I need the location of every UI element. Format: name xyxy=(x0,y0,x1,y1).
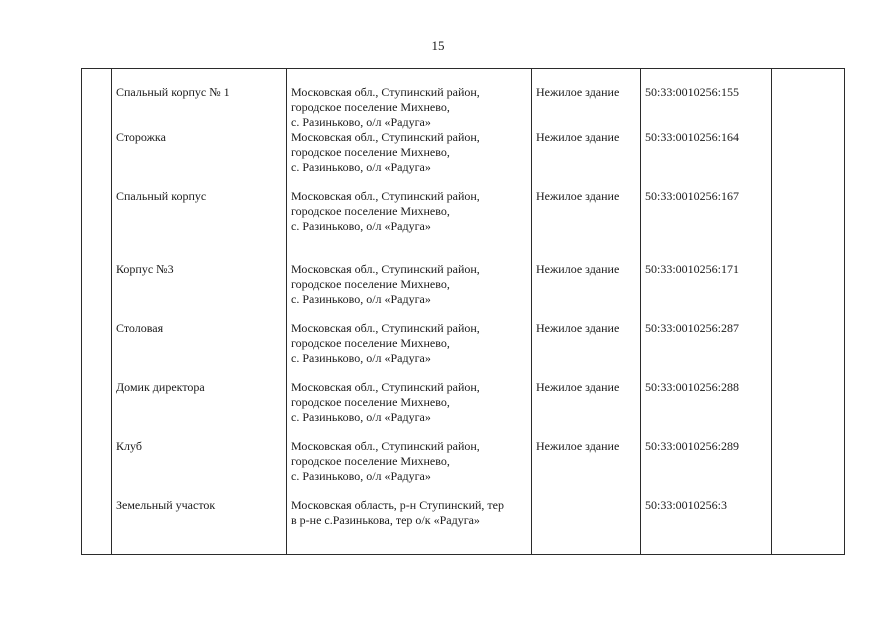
row-number-cell xyxy=(82,189,112,262)
object-name-cell: Земельный участок xyxy=(112,498,287,555)
object-name-cell: Клуб xyxy=(112,439,287,498)
object-type-cell: Нежилое здание xyxy=(532,69,641,131)
notes-cell xyxy=(772,262,845,321)
object-type-cell: Нежилое здание xyxy=(532,380,641,439)
row-number-cell xyxy=(82,262,112,321)
address-line: с. Разиньково, о/л «Радуга» xyxy=(291,292,431,306)
address-line: Московская обл., Ступинский район, xyxy=(291,439,480,453)
object-type-cell: Нежилое здание xyxy=(532,262,641,321)
row-number-cell xyxy=(82,69,112,131)
address-line: городское поселение Михнево, xyxy=(291,277,450,291)
cadastral-number-cell: 50:33:0010256:167 xyxy=(641,189,772,262)
address-line: городское поселение Михнево, xyxy=(291,145,450,159)
address-line: городское поселение Михнево, xyxy=(291,454,450,468)
address-cell xyxy=(287,498,532,555)
address-line: Московская область, р-н Ступинский, тер xyxy=(291,498,504,512)
table-row xyxy=(82,498,845,555)
table-row xyxy=(82,189,845,262)
object-name-cell: Столовая xyxy=(112,321,287,380)
notes-cell xyxy=(772,130,845,189)
table-row xyxy=(82,130,845,189)
table-row xyxy=(82,321,845,380)
address-line: Московская обл., Ступинский район, xyxy=(291,262,480,276)
address-line: Московская обл., Ступинский район, xyxy=(291,130,480,144)
cadastral-number-cell: 50:33:0010256:287 xyxy=(641,321,772,380)
cadastral-number-cell: 50:33:0010256:155 xyxy=(641,69,772,131)
object-type-cell: Нежилое здание xyxy=(532,439,641,498)
address-line: с. Разиньково, о/л «Радуга» xyxy=(291,351,431,365)
table-row xyxy=(82,262,845,321)
address-cell xyxy=(287,321,532,380)
address-line: Московская обл., Ступинский район, xyxy=(291,85,480,99)
address-line: городское поселение Михнево, xyxy=(291,336,450,350)
table-row xyxy=(82,69,845,131)
row-number-cell xyxy=(82,321,112,380)
object-name-cell: Корпус №3 xyxy=(112,262,287,321)
row-number-cell xyxy=(82,130,112,189)
notes-cell xyxy=(772,321,845,380)
table-row xyxy=(82,380,845,439)
address-cell xyxy=(287,69,532,131)
cadastral-number-cell: 50:33:0010256:289 xyxy=(641,439,772,498)
address-line: городское поселение Михнево, xyxy=(291,100,450,114)
object-type-cell xyxy=(532,498,641,555)
address-cell xyxy=(287,262,532,321)
address-line: городское поселение Михнево, xyxy=(291,395,450,409)
address-line: Московская обл., Ступинский район, xyxy=(291,321,480,335)
object-name-cell: Спальный корпус xyxy=(112,189,287,262)
cadastral-number-cell: 50:33:0010256:171 xyxy=(641,262,772,321)
address-cell xyxy=(287,130,532,189)
address-cell xyxy=(287,380,532,439)
address-line: с. Разиньково, о/л «Радуга» xyxy=(291,219,431,233)
address-line: с. Разиньково, о/л «Радуга» xyxy=(291,115,431,129)
address-line: с. Разиньково, о/л «Радуга» xyxy=(291,410,431,424)
cadastral-number-cell: 50:33:0010256:288 xyxy=(641,380,772,439)
address-line: с. Разиньково, о/л «Радуга» xyxy=(291,469,431,483)
row-number-cell xyxy=(82,380,112,439)
object-type-cell: Нежилое здание xyxy=(532,321,641,380)
notes-cell xyxy=(772,439,845,498)
object-type-cell: Нежилое здание xyxy=(532,189,641,262)
notes-cell xyxy=(772,69,845,131)
address-cell xyxy=(287,439,532,498)
address-line: с. Разиньково, о/л «Радуга» xyxy=(291,160,431,174)
notes-cell xyxy=(772,189,845,262)
notes-cell xyxy=(772,380,845,439)
address-line: Московская обл., Ступинский район, xyxy=(291,189,480,203)
page-number: 15 xyxy=(431,38,445,53)
row-number-cell xyxy=(82,439,112,498)
address-line: в р-не с.Разинькова, тер о/к «Радуга» xyxy=(291,513,480,527)
object-name-cell: Спальный корпус № 1 xyxy=(112,69,287,131)
address-cell xyxy=(287,189,532,262)
object-name-cell: Сторожка xyxy=(112,130,287,189)
object-name-cell: Домик директора xyxy=(112,380,287,439)
address-line: городское поселение Михнево, xyxy=(291,204,450,218)
row-number-cell xyxy=(82,498,112,555)
cadastral-number-cell: 50:33:0010256:164 xyxy=(641,130,772,189)
cadastral-number-cell: 50:33:0010256:3 xyxy=(641,498,772,555)
property-table xyxy=(81,68,845,555)
notes-cell xyxy=(772,498,845,555)
table-row xyxy=(82,439,845,498)
address-line: Московская обл., Ступинский район, xyxy=(291,380,480,394)
object-type-cell: Нежилое здание xyxy=(532,130,641,189)
